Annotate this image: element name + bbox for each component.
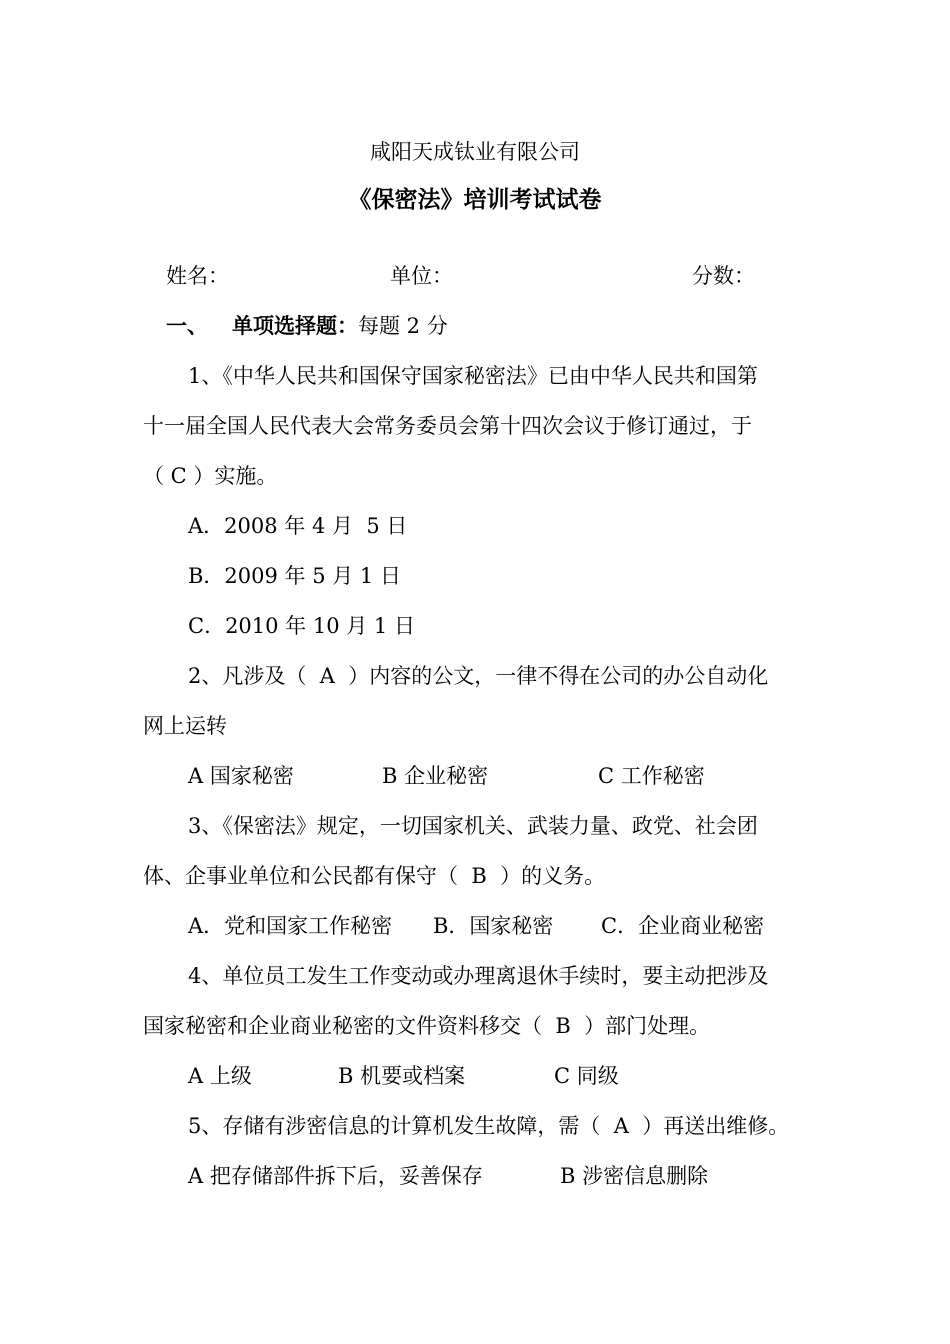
section-heading [166,313,448,339]
section-number: 一、 [166,313,208,338]
question-4-line-2: 国家秘密和企业商业秘密的文件资料移交（ B ）部门处理。 [143,1014,711,1038]
question-1-line-3: （ C ）实施。 [143,464,278,488]
question-5-option-b: B 涉密信息删除 [560,1164,709,1188]
question-4-option-b: B 机要或档案 [338,1064,466,1088]
question-1-line-1: 1、《中华人民共和国保守国家秘密法》已由中华人民共和国第 [188,364,758,388]
question-1-line-2: 十一届全国人民代表大会常务委员会第十四次会议于修订通过，于 [143,414,752,438]
question-5-option-a: A 把存储部件拆下后，妥善保存 [188,1164,483,1188]
question-2-option-c: C 工作秘密 [598,764,705,788]
question-1-option-a: A．2008 年 4 月 5 日 [188,514,408,538]
question-2-line-2: 网上运转 [143,714,227,738]
company-name: 咸阳天成钛业有限公司 [370,140,580,164]
question-2-line-1: 2、凡涉及（ A ）内容的公文，一律不得在公司的办公自动化 [188,664,769,688]
question-3-option-c: C．企业商业秘密 [601,914,765,938]
question-3-option-b: B．国家秘密 [433,914,554,938]
score-field-label: 分数： [692,264,755,288]
name-field-label: 姓名： [166,264,229,288]
question-5-line-1: 5、存储有涉密信息的计算机发生故障，需（ A ）再送出维修。 [188,1114,790,1138]
question-1-option-c: C．2010 年 10 月 1 日 [188,614,415,638]
question-2-option-b: B 企业秘密 [382,764,489,788]
section-note: 每题 2 分 [358,314,448,338]
question-3-option-a: A．党和国家工作秘密 [188,914,393,938]
question-3-line-1: 3、《保密法》规定，一切国家机关、武装力量、政党、社会团 [188,814,758,838]
question-4-line-1: 4、单位员工发生工作变动或办理离退休手续时，要主动把涉及 [188,964,769,988]
question-3-line-2: 体、企事业单位和公民都有保守（ B ）的义务。 [143,864,606,888]
question-2-option-a: A 国家秘密 [188,764,294,788]
exam-title: 《保密法》培训考试试卷 [348,186,602,213]
unit-field-label: 单位： [390,264,453,288]
question-4-option-a: A 上级 [188,1064,252,1088]
question-4-option-c: C 同级 [554,1064,619,1088]
section-label: 单项选择题： [232,313,358,338]
question-1-option-b: B．2009 年 5 月 1 日 [188,564,401,588]
